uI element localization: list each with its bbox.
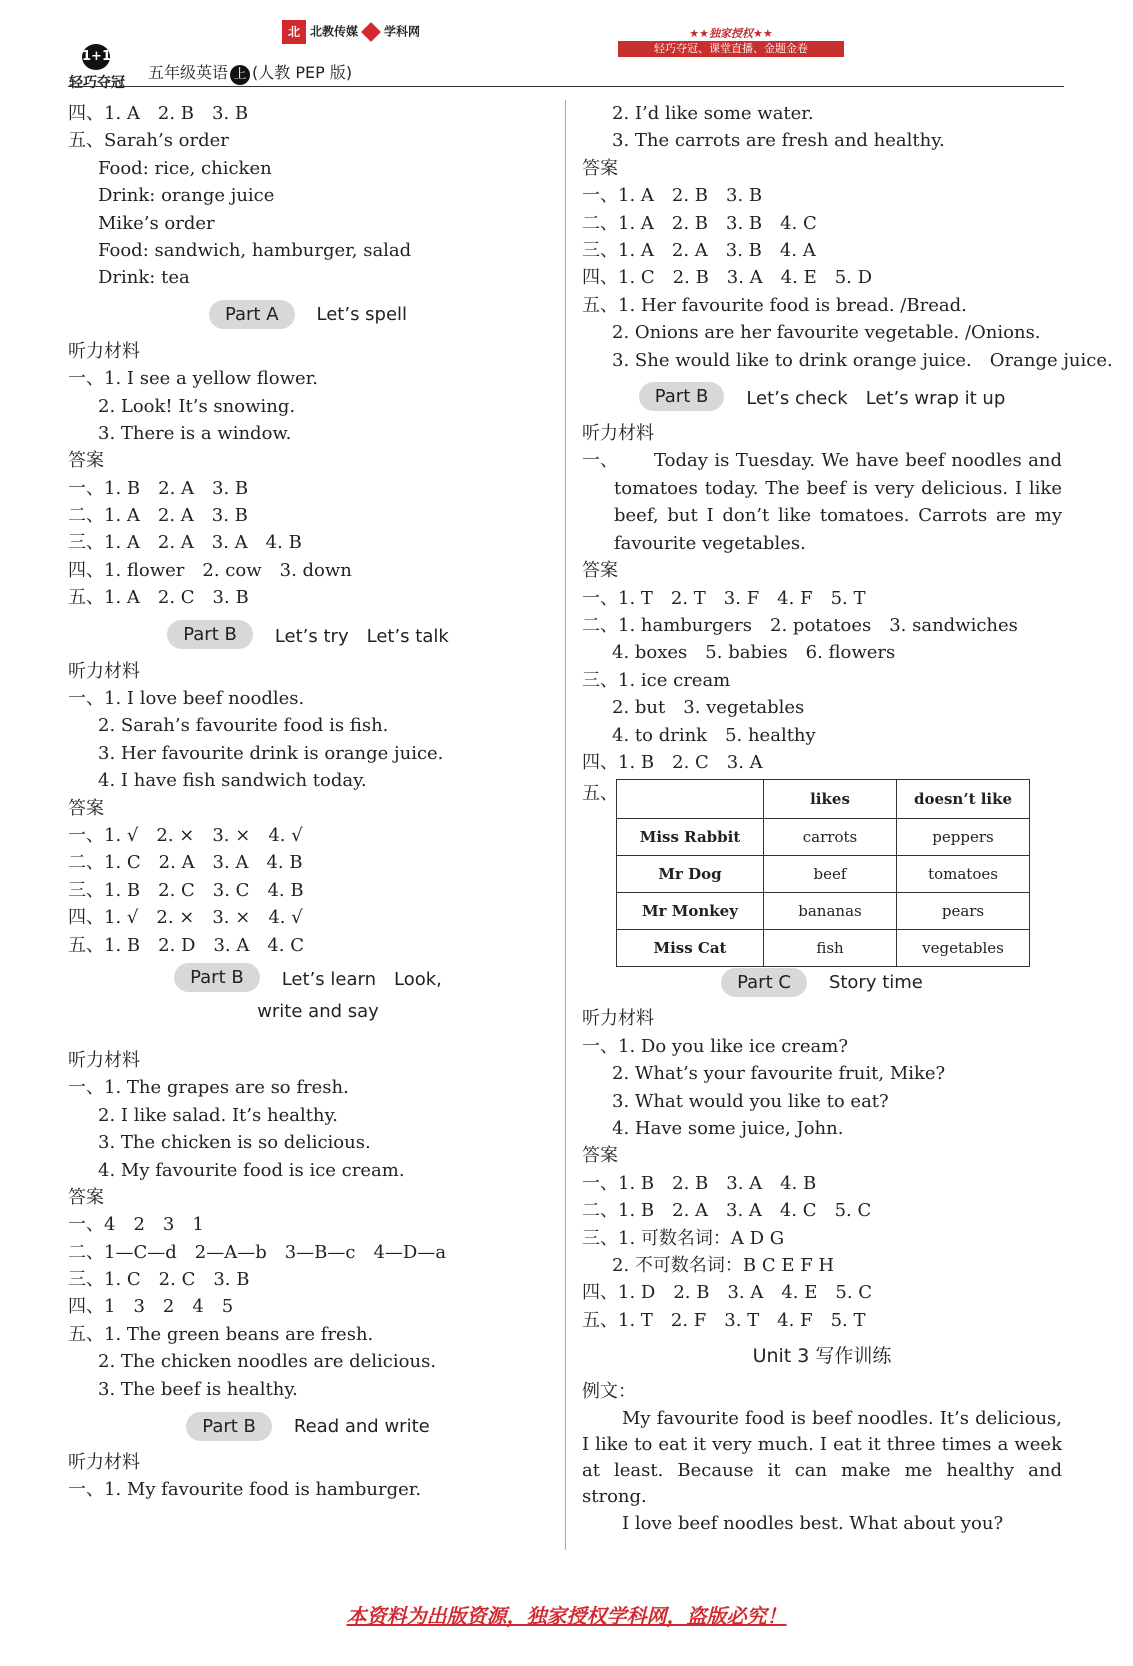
- answer-line: 2. Onions are her favourite vegetable. /Onions.: [612, 322, 1041, 344]
- section-title: Let’s learn Look,: [281, 968, 442, 990]
- table-header-row: [617, 780, 1030, 819]
- section-title: Story time: [828, 971, 923, 993]
- answer-line: 一、1. T 2. T 3. F 4. F 5. T: [582, 587, 866, 609]
- listening-line: 3. The chicken is so delicious.: [98, 1132, 371, 1154]
- answer-line: 一、1. √ 2. × 3. × 4. √: [68, 824, 303, 846]
- answer-line: 2. The chicken noodles are delicious.: [98, 1351, 437, 1373]
- publisher-logos: [282, 20, 420, 44]
- book-title-post: (人教 PEP 版): [252, 63, 353, 82]
- listening-line: 3. The carrots are fresh and healthy.: [612, 130, 945, 152]
- part-pill: Part B: [174, 963, 260, 992]
- table-cell: Miss Rabbit: [617, 819, 764, 856]
- paragraph-number: 一、: [582, 450, 618, 472]
- essay-label: 例文：: [582, 1381, 636, 1403]
- paragraph-text: Today is Tuesday. We have beef noodles and tomatoes today. The beef is very delicious. I like beef, but I don’t like tomatoes. Carrots are my favourite vegetables.: [614, 450, 1062, 554]
- table-cell: beef: [764, 856, 897, 893]
- authorization-banner: [618, 25, 844, 57]
- table-cell: Mr Monkey: [617, 893, 764, 930]
- listening-line: 2. I like salad. It’s healthy.: [98, 1104, 339, 1126]
- listening-line: 3. There is a window.: [98, 422, 292, 444]
- part-pill: Part B: [639, 382, 725, 411]
- table-header-cell: [617, 780, 764, 819]
- section-title: Let’s spell: [316, 304, 408, 326]
- answer-line: 一、4 2 3 1: [68, 1214, 204, 1236]
- table-row: [617, 930, 1030, 967]
- listening-heading: 听力材料: [68, 1049, 140, 1071]
- answer-line: 4. to drink 5. healthy: [612, 724, 816, 746]
- listening-line: 4. My favourite food is ice cream.: [98, 1159, 405, 1181]
- listening-heading: 听力材料: [582, 1008, 654, 1030]
- answers-heading: 答案: [582, 560, 618, 582]
- table-cell: fish: [764, 930, 897, 967]
- header-rule: [68, 86, 1064, 87]
- table-cell: Mr Dog: [617, 856, 764, 893]
- answer-line: 五、1. T 2. F 3. T 4. F 5. T: [582, 1309, 866, 1331]
- section-heading-part-b-talk: [68, 612, 548, 658]
- answer-line: 四、1. D 2. B 3. A 4. E 5. C: [582, 1282, 873, 1304]
- answer-line: 四、1 3 2 4 5: [68, 1296, 234, 1318]
- essay-text: My favourite food is beef noodles. It’s delicious, I like to eat it very much. I eat it three times a week at least. Because it can make me healthy and strong.: [582, 1407, 1062, 1507]
- authorization-bar: 轻巧夺冠、课堂直播、金题金卷: [618, 41, 844, 57]
- answer-line: 2. 不可数名词：B C E F H: [612, 1254, 835, 1276]
- answer-line: 五、1. The green beans are fresh.: [68, 1323, 374, 1345]
- answer-line: 四、1. C 2. B 3. A 4. E 5. D: [582, 267, 873, 289]
- logo-badge-icon: 1+1: [82, 44, 110, 70]
- answer-line: 三、1. B 2. C 3. C 4. B: [68, 879, 304, 901]
- section-heading-part-a: [68, 292, 548, 338]
- listening-line: 2. Look! It’s snowing.: [98, 395, 296, 417]
- answer-line: Drink: tea: [98, 267, 190, 289]
- right-column: [582, 100, 1113, 1537]
- part-pill: Part B: [186, 1412, 272, 1441]
- listening-line: 一、1. I love beef noodles.: [68, 688, 305, 710]
- essay-last-line: I love beef noodles best. What about you?: [622, 1512, 1004, 1534]
- table-cell: tomatoes: [897, 856, 1030, 893]
- answers-heading: 答案: [68, 797, 104, 819]
- listening-line: 一、1. My favourite food is hamburger.: [68, 1479, 422, 1501]
- diamond-icon: [361, 22, 381, 42]
- publisher-name-2: 学科网: [384, 24, 421, 39]
- authorization-stars: ★★独家授权★★: [689, 27, 773, 40]
- answer-line: 五、1. A 2. C 3. B: [68, 587, 249, 609]
- answer-line: 五、1. B 2. D 3. A 4. C: [68, 934, 305, 956]
- answers-heading: 答案: [582, 157, 618, 179]
- answer-line: 三、1. ice cream: [582, 669, 731, 691]
- answer-line: 四、1. B 2. C 3. A: [582, 752, 763, 774]
- section-heading-part-b-check: [582, 374, 1062, 420]
- listening-line: 4. Have some juice, John.: [612, 1117, 844, 1139]
- brand-logo: [68, 42, 126, 92]
- logo-text: 轻巧夺冠: [69, 75, 125, 91]
- listening-heading: 听力材料: [68, 1452, 140, 1474]
- answer-line: 四、1. flower 2. cow 3. down: [68, 559, 352, 581]
- answer-line: 三、1. A 2. A 3. A 4. B: [68, 532, 302, 554]
- listening-line: 一、1. I see a yellow flower.: [68, 368, 318, 390]
- answer-line: 一、1. A 2. B 3. B: [582, 185, 763, 207]
- answer-line: 3. The beef is healthy.: [98, 1378, 298, 1400]
- answer-line: 五、1. Her favourite food is bread. /Bread.: [582, 294, 967, 316]
- part-pill: Part B: [167, 620, 253, 649]
- listening-paragraph: [582, 447, 1062, 557]
- listening-heading: 听力材料: [68, 340, 140, 362]
- answer-line: 二、1. B 2. A 3. A 4. C 5. C: [582, 1200, 872, 1222]
- table-row: [617, 893, 1030, 930]
- table-cell: peppers: [897, 819, 1030, 856]
- table-cell: vegetables: [897, 930, 1030, 967]
- column-divider: [565, 100, 566, 1550]
- book-volume-circle: 上: [230, 65, 250, 85]
- answer-line: 二、1. hamburgers 2. potatoes 3. sandwiches: [582, 615, 1018, 637]
- answers-heading: 答案: [582, 1145, 618, 1167]
- part-pill: Part C: [721, 968, 807, 997]
- table-cell: carrots: [764, 819, 897, 856]
- answer-line: 四、1. A 2. B 3. B: [68, 103, 249, 124]
- table-cell: Miss Cat: [617, 930, 764, 967]
- listening-line: 2. Sarah’s favourite food is fish.: [98, 715, 389, 737]
- table-row: [617, 819, 1030, 856]
- answer-line: 三、1. A 2. A 3. B 4. A: [582, 239, 816, 261]
- copyright-footer: 本资料为出版资源，独家授权学科网，盗版必究！: [346, 1604, 787, 1628]
- table-cell: bananas: [764, 893, 897, 930]
- answer-table-block: [582, 779, 1062, 959]
- answer-line: 3. She would like to drink orange juice. Orange juice.: [612, 349, 1113, 371]
- table-header-cell: doesn’t like: [897, 780, 1030, 819]
- answers-heading: 答案: [68, 1186, 104, 1208]
- publisher-logo-icon: 北: [282, 20, 306, 44]
- answer-line: 2. but 3. vegetables: [612, 697, 805, 719]
- answer-line: Food: rice, chicken: [98, 157, 272, 179]
- answer-number: 五、: [582, 783, 618, 805]
- listening-line: 3. Her favourite drink is orange juice.: [98, 742, 444, 764]
- answer-line: 二、1. A 2. A 3. B: [68, 505, 248, 527]
- listening-line: 2. I’d like some water.: [612, 103, 814, 124]
- table-header-cell: likes: [764, 780, 897, 819]
- section-title: Read and write: [293, 1415, 430, 1437]
- likes-table: [616, 779, 1030, 967]
- left-column: [68, 100, 548, 1504]
- page-header: [0, 0, 1133, 95]
- book-title-pre: 五年级英语: [148, 63, 229, 82]
- answer-line: Drink: orange juice: [98, 185, 275, 207]
- part-pill: Part A: [209, 300, 295, 329]
- listening-heading: 听力材料: [582, 422, 654, 444]
- publisher-name-1: 北教传媒: [310, 24, 359, 39]
- answer-line: 二、1. A 2. B 3. B 4. C: [582, 212, 817, 234]
- listening-line: 4. I have fish sandwich today.: [98, 770, 367, 792]
- section-title-cont: write and say: [257, 1000, 379, 1022]
- answer-line: Food: sandwich, hamburger, salad: [98, 239, 412, 261]
- answer-line: Mike’s order: [98, 212, 215, 234]
- answer-line: 四、1. √ 2. × 3. × 4. √: [68, 907, 303, 929]
- section-title: Let’s check Let’s wrap it up: [746, 387, 1006, 409]
- listening-line: 3. What would you like to eat?: [612, 1090, 889, 1112]
- answer-line: 三、1. C 2. C 3. B: [68, 1269, 250, 1291]
- listening-line: 2. What’s your favourite fruit, Mike?: [612, 1063, 946, 1085]
- answer-line: 三、1. 可数名词：A D G: [582, 1227, 785, 1249]
- answer-line: 一、1. B 2. B 3. A 4. B: [582, 1172, 817, 1194]
- listening-line: 一、1. The grapes are so fresh.: [68, 1077, 349, 1099]
- answer-line: 4. boxes 5. babies 6. flowers: [612, 642, 896, 664]
- answer-line: 五、Sarah’s order: [68, 130, 229, 152]
- answer-line: 二、1. C 2. A 3. A 4. B: [68, 852, 303, 874]
- section-heading-part-b-learn: [68, 959, 548, 997]
- answers-heading: 答案: [68, 450, 104, 472]
- book-title: [148, 60, 352, 85]
- listening-heading: 听力材料: [68, 660, 140, 682]
- listening-line: 一、1. Do you like ice cream?: [582, 1035, 849, 1057]
- table-cell: pears: [897, 893, 1030, 930]
- section-title: Let’s try Let’s talk: [274, 625, 449, 647]
- section-heading-part-b-read: [68, 1403, 548, 1449]
- answer-line: 一、1. B 2. A 3. B: [68, 477, 249, 499]
- answer-line: 二、1—C—d 2—A—b 3—B—c 4—D—a: [68, 1241, 447, 1263]
- table-row: [617, 856, 1030, 893]
- unit-writing-title: Unit 3 写作训练: [752, 1345, 892, 1368]
